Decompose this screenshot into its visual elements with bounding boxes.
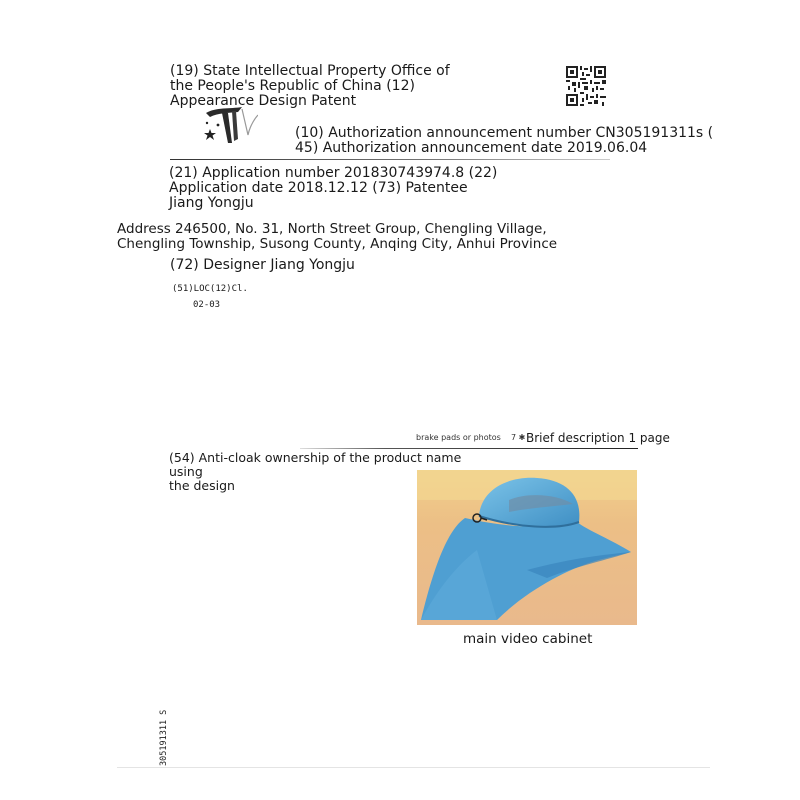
designer-line: (72) Designer Jiang Yongju [170, 257, 355, 273]
figure-caption: main video cabinet [463, 631, 593, 647]
address-block [117, 222, 567, 251]
brief-mark: 7 ✱ [511, 433, 526, 442]
authorization-date: 45) Authorization announcement date 2019.06.04 [295, 140, 648, 156]
authorization-block [295, 126, 715, 156]
authorization-number: (10) Authorization announcement number CN305191311s ( [295, 125, 714, 141]
office-line-1: (19) State Intellectual Property Office of [170, 63, 450, 79]
application-block [169, 166, 509, 211]
qr-code-icon [566, 66, 606, 106]
product-line-2: the design [169, 478, 235, 493]
brief-small-text: brake pads or photos [416, 433, 501, 442]
address-line-2: Chengling Township, Susong County, Anqing City, Anhui Province [117, 235, 558, 252]
office-emblem-icon [198, 105, 258, 145]
address-line-1: Address 246500, No. 31, North Street Group, Chengling Village, [117, 221, 547, 237]
classification-code: 02-03 [193, 300, 221, 310]
application-number: (21) Application number 201830743974.8 (22) [169, 165, 498, 181]
bottom-divider [117, 767, 710, 768]
office-header [170, 64, 470, 109]
product-photo-hat [417, 470, 637, 625]
vertical-patent-code-text: 305191311 S [159, 709, 169, 766]
top-divider [170, 159, 610, 160]
product-line-1: (54) Anti-cloak ownership of the product name using [169, 450, 462, 479]
patentee-name: Jiang Yongju [169, 195, 254, 211]
application-date: Application date 2018.12.12 (73) Patentee [169, 180, 468, 196]
brief-description-title: Brief description 1 page [526, 431, 670, 445]
office-line-3: Appearance Design Patent [170, 93, 357, 109]
vertical-patent-code [146, 706, 176, 766]
classification-label: (51)LOC(12)Cl. [172, 284, 248, 294]
middle-divider [300, 448, 638, 449]
office-line-2: the People's Republic of China (12) [170, 78, 415, 94]
